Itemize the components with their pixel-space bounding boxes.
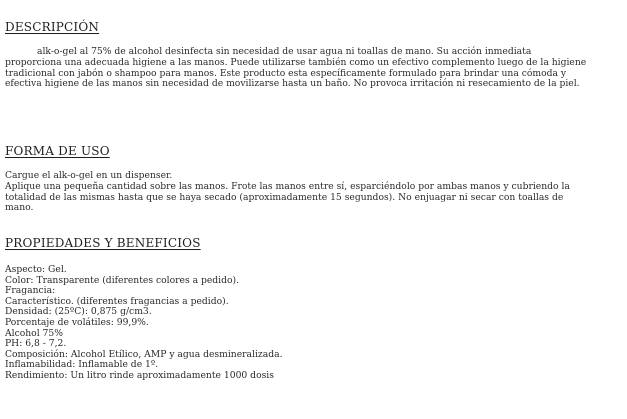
forma-de-uso-text — [5, 171, 617, 214]
descripcion-line: proporciona una adecuada higiene a las manos. Puede utilizarse también como un efectivo complemento luego de la higiene — [5, 56, 587, 68]
propiedad-ph: PH: 6,8 - 7,2. — [5, 338, 67, 350]
propiedad-fragancia: Fragancia: — [5, 285, 56, 297]
heading-propiedades: PROPIEDADES Y BENEFICIOS — [5, 236, 201, 250]
propiedad-volatiles: Porcentaje de volátiles: 99,9%. — [5, 316, 149, 328]
descripcion-line: alk-o-gel al 75% de alcohol desinfecta sin necesidad de usar agua ni toallas de mano. Su acción inmediata — [37, 46, 532, 57]
propiedad-composicion: Composición: Alcohol Etílico, AMP y agua desmineralizada. — [5, 348, 283, 360]
propiedad-densidad: Densidad: (25ºC): 0,875 g/cm3. — [5, 306, 152, 318]
propiedad-color: Color: Transparente (diferentes colores a pedido). — [5, 274, 240, 286]
propiedades-list — [5, 265, 605, 382]
descripcion-line: tradicional con jabón o shampoo para manos. Este producto esta específicamente formulado para brindar una cómoda y — [5, 67, 567, 79]
descripcion-line: efectiva higiene de las manos sin necesidad de movilizarse hasta un baño. No provoca irritación ni resecamiento de la piel. — [5, 78, 580, 90]
propiedad-rendimiento: Rendimiento: Un litro rinde aproximadamente 1000 dosis — [5, 369, 274, 381]
propiedad-fragancia-detalle: Característico. (diferentes fragancias a pedido). — [5, 295, 229, 307]
propiedad-alcohol: Alcohol 75% — [5, 327, 63, 339]
forma-de-uso-line: Aplique una pequeña cantidad sobre las manos. Frote las manos entre sí, esparciéndolo por ambas manos y cubriendo la — [5, 180, 570, 192]
heading-descripcion: DESCRIPCIÓN — [5, 20, 100, 34]
forma-de-uso-line: mano. — [5, 202, 34, 214]
propiedad-inflamabilidad: Inflamabilidad: Inflamable de 1º. — [5, 359, 159, 371]
forma-de-uso-line: totalidad de las mismas hasta que se haya secado (aproximadamente 15 segundos). No enjuagar ni secar con toallas de — [5, 191, 564, 203]
forma-de-uso-line: Cargue el alk-o-gel en un dispenser. — [5, 170, 173, 181]
descripcion-text — [5, 47, 617, 90]
propiedad-aspecto: Aspecto: Gel. — [5, 264, 67, 275]
heading-forma-de-uso: FORMA DE USO — [5, 144, 110, 158]
